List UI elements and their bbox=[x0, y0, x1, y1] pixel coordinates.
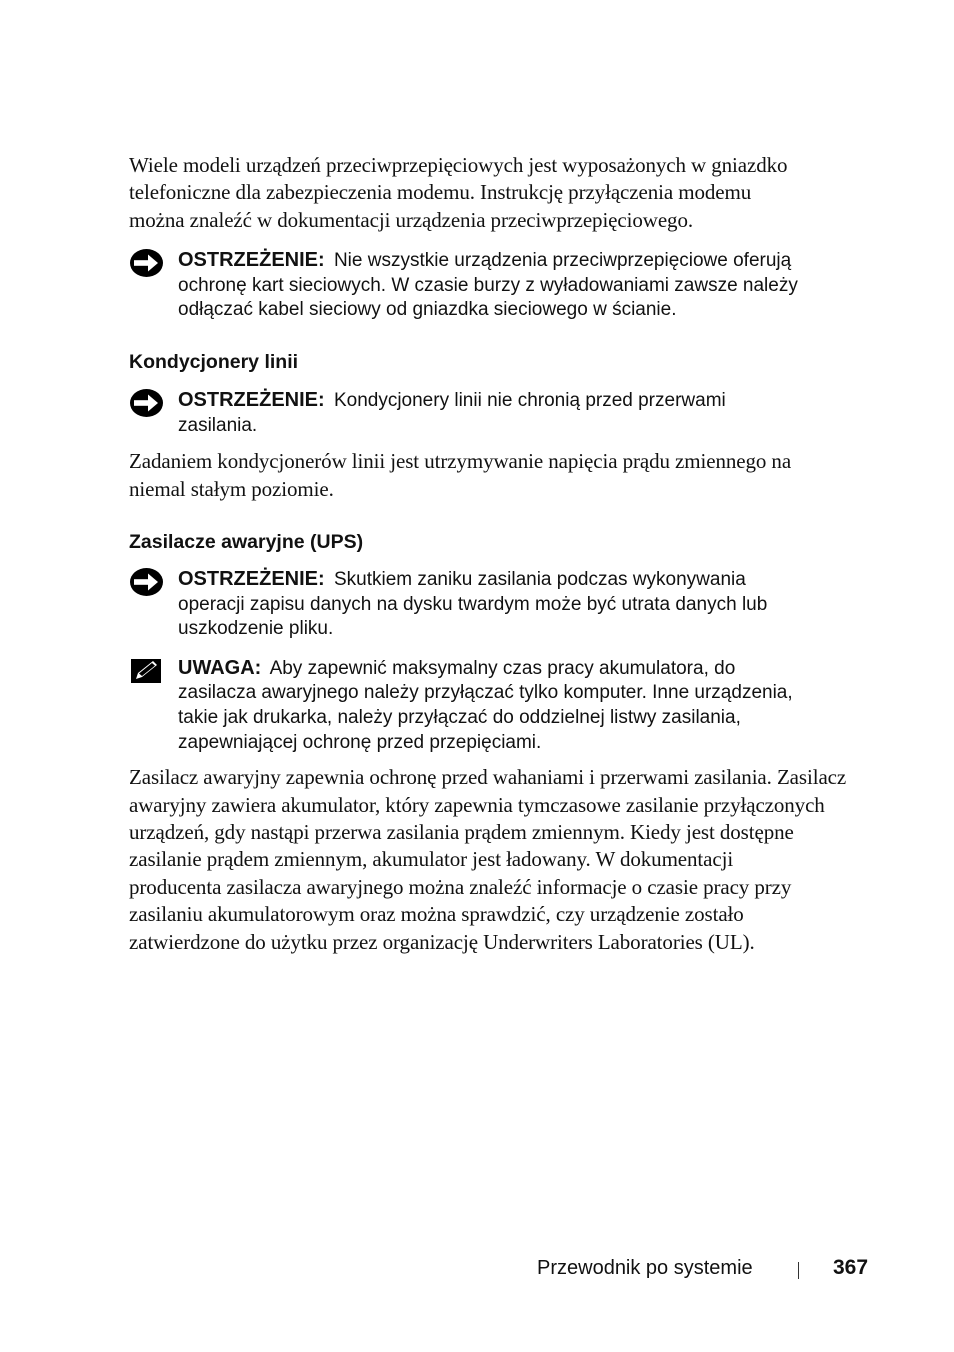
intro-paragraph bbox=[129, 152, 859, 234]
warning-notice bbox=[129, 388, 859, 438]
warning-line: uszkodzenie pliku. bbox=[178, 618, 334, 640]
footer-divider bbox=[798, 1262, 799, 1279]
note-line: takie jak drukarka, należy przyłączać do oddzielnej listwy zasilania, bbox=[178, 706, 741, 728]
body-line: producenta zasilacza awaryjnego można znaleźć informacje o czasie pracy przy bbox=[129, 874, 792, 899]
section-heading: Kondycjonery linii bbox=[129, 351, 299, 373]
body-line: zatwierdzone do użytku przez organizację Underwriters Laboratories (UL). bbox=[129, 929, 755, 954]
warning-text bbox=[178, 248, 859, 323]
warning-line: Skutkiem zaniku zasilania podczas wykonywania bbox=[333, 569, 746, 590]
body-paragraph bbox=[129, 448, 859, 503]
page-footer bbox=[0, 1255, 954, 1285]
warning-arrow-icon bbox=[129, 388, 164, 418]
note-line: Aby zapewnić maksymalny czas pracy akumulatora, do bbox=[269, 657, 736, 679]
intro-line: telefoniczne dla zabezpieczenia modemu. Instrukcję przyłączenia modemu bbox=[129, 180, 752, 205]
warning-label: OSTRZEŻENIE: bbox=[178, 249, 325, 272]
warning-notice bbox=[129, 567, 859, 642]
intro-line: można znaleźć w dokumentacji urządzenia przeciwprzepięciowego. bbox=[129, 207, 693, 232]
note-notice bbox=[129, 656, 859, 755]
warning-text bbox=[178, 388, 859, 438]
note-text bbox=[178, 656, 859, 755]
warning-notice bbox=[129, 248, 859, 323]
intro-line: Wiele modeli urządzeń przeciwprzepięciowych jest wyposażonych w gniazdko bbox=[129, 153, 788, 177]
body-line: zasilaniu akumulatorowym oraz można sprawdzić, czy urządzenie zostało bbox=[129, 902, 744, 927]
section-heading: Zasilacze awaryjne (UPS) bbox=[129, 531, 364, 553]
body-line: awaryjny zawiera akumulator, który zapewnia tymczasowe zasilanie przyłączonych bbox=[129, 792, 825, 817]
note-line: zasilacza awaryjnego należy przyłączać tylko komputer. Inne urządzenia, bbox=[178, 682, 793, 704]
warning-arrow-icon bbox=[129, 248, 164, 278]
body-line: niemal stałym poziomie. bbox=[129, 476, 334, 501]
note-label: UWAGA: bbox=[178, 656, 262, 679]
body-line: Zasilacz awaryjny zapewnia ochronę przed wahaniami i przerwami zasilania. Zasilacz bbox=[129, 765, 847, 790]
warning-arrow-icon bbox=[129, 567, 164, 597]
warning-line: Kondycjonery linii nie chronią przed przerwami bbox=[333, 390, 726, 411]
body-line: zasilanie prądem zmiennym, akumulator jest ładowany. W dokumentacji bbox=[129, 847, 734, 872]
page-number: 367 bbox=[833, 1256, 869, 1279]
note-line: zapewniającej ochronę przed przepięciami. bbox=[178, 731, 542, 753]
warning-line: odłączać kabel sieciowy od gniazdka sieciowego w ścianie. bbox=[178, 299, 677, 321]
warning-label: OSTRZEŻENIE: bbox=[178, 389, 325, 411]
body-line: Zadaniem kondycjonerów linii jest utrzymywanie napięcia prądu zmiennego na bbox=[129, 449, 792, 474]
note-pencil-icon bbox=[129, 656, 164, 686]
footer-title: Przewodnik po systemie bbox=[537, 1257, 753, 1279]
body-line: urządzeń, gdy nastąpi przerwa zasilania prądem zmiennym. Kiedy jest dostępne bbox=[129, 819, 794, 844]
warning-line: zasilania. bbox=[178, 414, 258, 436]
warning-label: OSTRZEŻENIE: bbox=[178, 568, 325, 590]
body-paragraph bbox=[129, 764, 859, 956]
warning-text bbox=[178, 567, 859, 642]
warning-line: operacji zapisu danych na dysku twardym może być utrata danych lub bbox=[178, 593, 768, 615]
warning-line: Nie wszystkie urządzenia przeciwprzepięciowe oferują bbox=[333, 250, 792, 272]
page-content bbox=[129, 152, 859, 956]
warning-line: ochronę kart sieciowych. W czasie burzy z wyładowaniami zawsze należy bbox=[178, 274, 798, 296]
